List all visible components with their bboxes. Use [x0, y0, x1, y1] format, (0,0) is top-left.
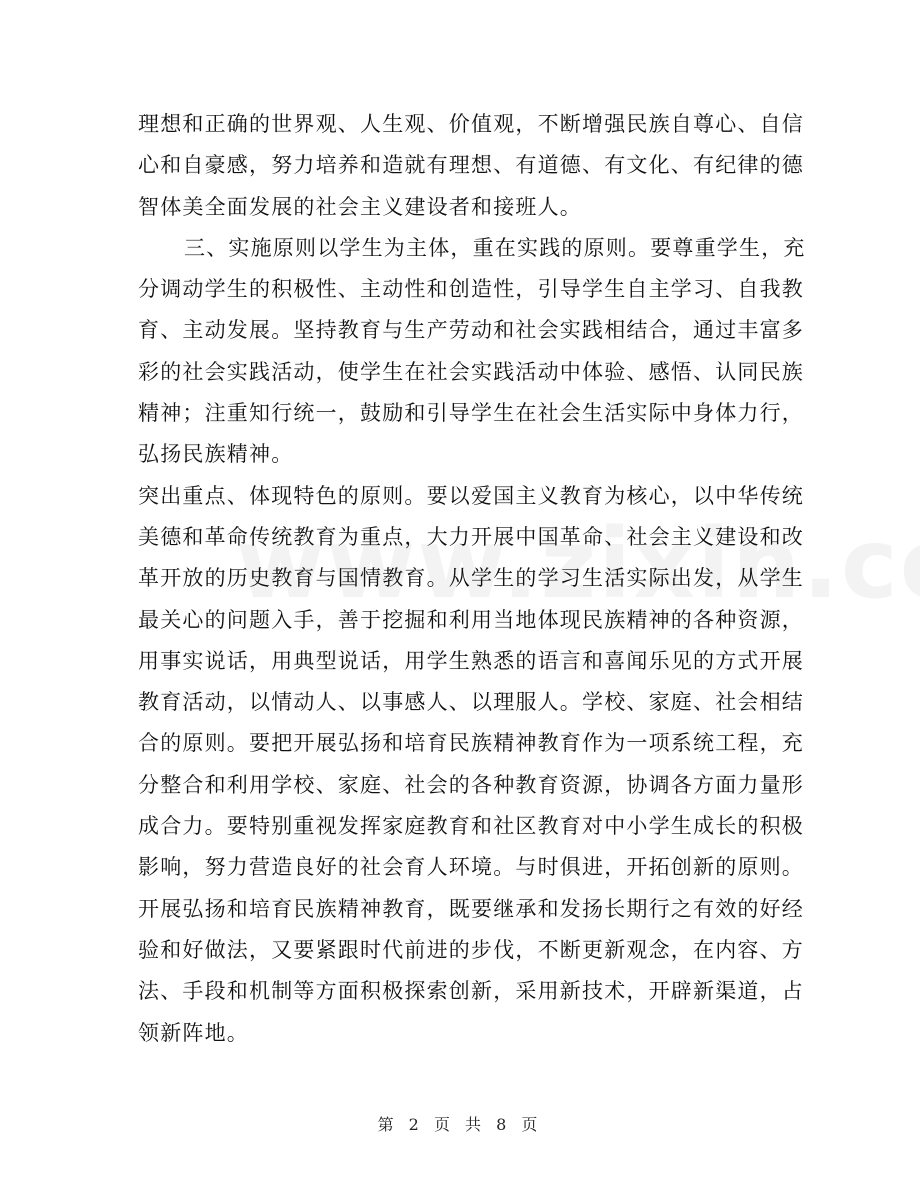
section-heading-line: 三、实施原则以学生为主体，重在实践的原则。要尊重学生，充 [184, 235, 806, 260]
text-line: 验和好做法，又要紧跟时代前进的步伐，不断更新观念，在内容、方 [138, 937, 804, 962]
text-line: 育、主动发展。坚持教育与生产劳动和社会实践相结合，通过丰富多 [138, 318, 804, 343]
text-line: 教育活动，以情动人、以事感人、以理服人。学校、家庭、社会相结 [138, 690, 804, 715]
document-body [138, 104, 806, 1054]
text-line: 弘扬民族精神。 [138, 442, 294, 467]
text-line: 革开放的历史教育与国情教育。从学生的学习生活实际出发，从学生 [138, 566, 804, 591]
text-line: 法、手段和机制等方面积极探索创新，采用新技术，开辟新渠道，占 [138, 979, 804, 1004]
text-line: 开展弘扬和培育民族精神教育，既要继承和发扬长期行之有效的好经 [138, 896, 804, 921]
text-line: 领新阵地。 [138, 1020, 249, 1045]
text-line: 影响，努力营造良好的社会育人环境。与时俱进，开拓创新的原则。 [138, 855, 804, 880]
text-line: 美德和革命传统教育为重点，大力开展中国革命、社会主义建设和改 [138, 524, 804, 549]
text-line: 最关心的问题入手，善于挖掘和利用当地体现民族精神的各种资源， [138, 607, 804, 632]
text-line: 分调动学生的积极性、主动性和创造性，引导学生自主学习、自我教 [138, 277, 804, 302]
text-line: 用事实说话，用典型说话，用学生熟悉的语言和喜闻乐见的方式开展 [138, 648, 804, 673]
text-line: 心和自豪感，努力培养和造就有理想、有道德、有文化、有纪律的德 [138, 153, 804, 178]
text-line: 分整合和利用学校、家庭、社会的各种教育资源，协调各方面力量形 [138, 772, 804, 797]
text-line: 突出重点、体现特色的原则。要以爱国主义教育为核心，以中华传统 [138, 483, 804, 508]
text-line: 理想和正确的世界观、人生观、价值观，不断增强民族自尊心、自信 [138, 112, 804, 136]
text-line: 成合力。要特别重视发挥家庭教育和社区教育对中小学生成长的积极 [138, 814, 804, 839]
page-number-footer: 第 2 页 共 8 页 [377, 1115, 543, 1134]
text-line: 彩的社会实践活动，使学生在社会实践活动中体验、感悟、认同民族 [138, 359, 804, 384]
text-line: 智体美全面发展的社会主义建设者和接班人。 [138, 194, 582, 219]
text-line: 合的原则。要把开展弘扬和培育民族精神教育作为一项系统工程，充 [138, 731, 804, 756]
text-line: 精神；注重知行统一，鼓励和引导学生在社会生活实际中身体力行， [138, 401, 804, 426]
